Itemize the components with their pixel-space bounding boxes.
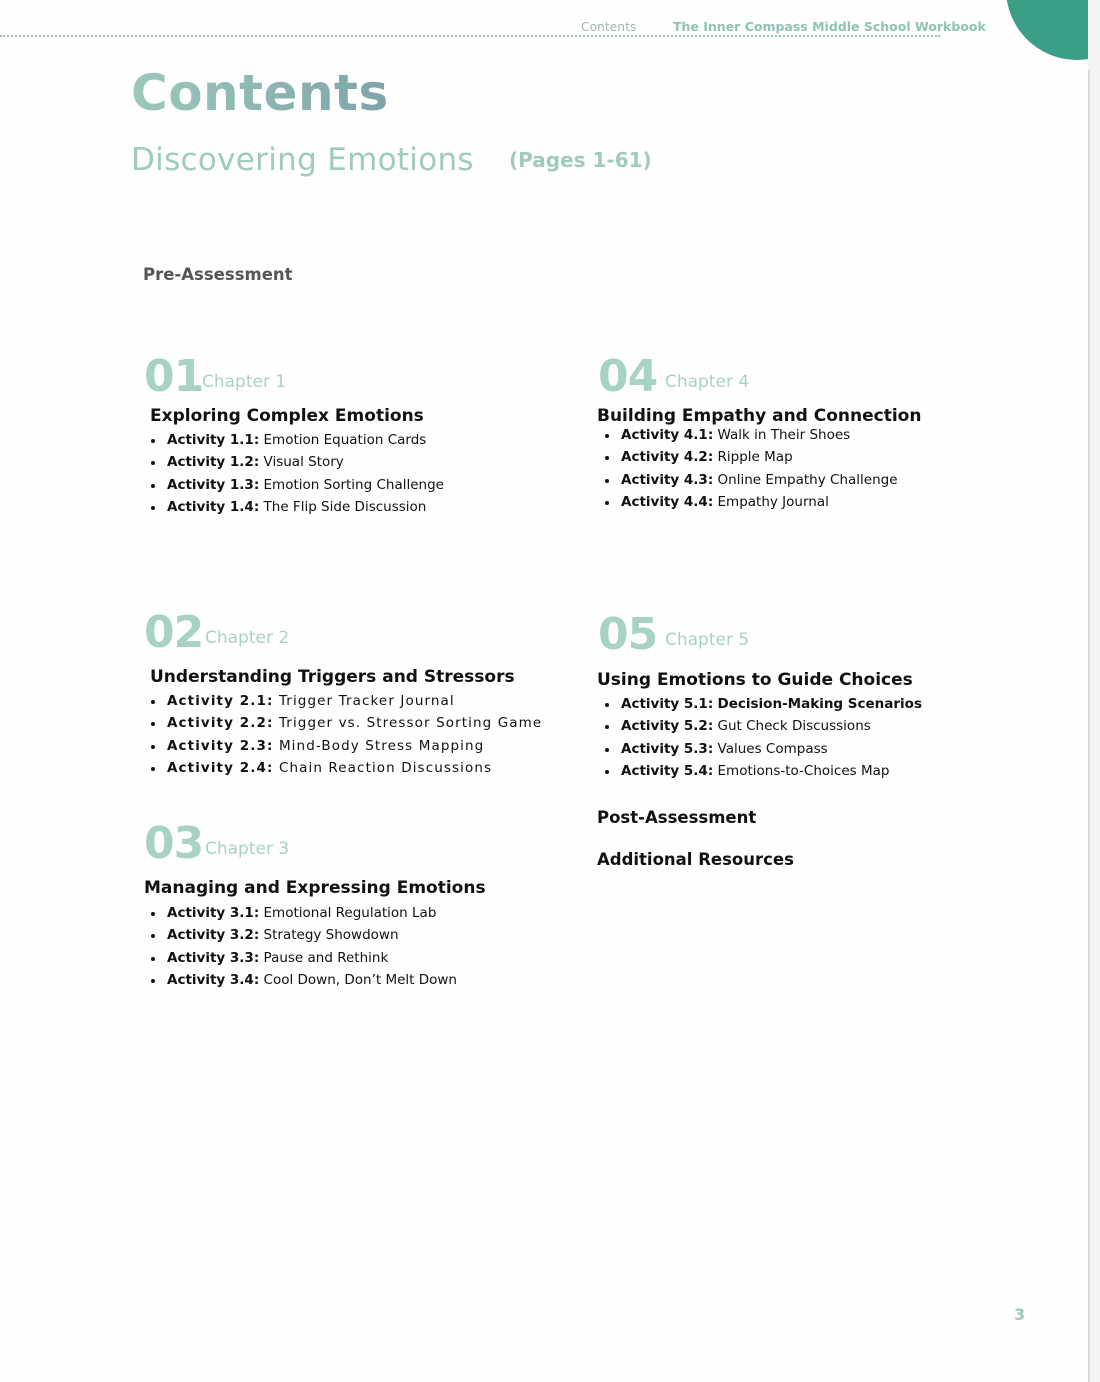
activity-name: Pause and Rethink xyxy=(263,949,389,966)
activity-id: Activity 1.1: xyxy=(167,432,260,448)
activity-name: Emotion Equation Cards xyxy=(263,432,427,448)
activity-item[interactable] xyxy=(605,760,922,782)
activity-name: Mind-Body Stress Mapping xyxy=(278,737,485,754)
chapter-number: 03 xyxy=(144,818,204,869)
activity-id: Activity 4.4: xyxy=(621,493,714,510)
activity-name: Walk in Their Shoes xyxy=(717,427,851,443)
header-book-title: The Inner Compass Middle School Workbook xyxy=(673,19,986,34)
activity-id: Activity 4.1: xyxy=(621,427,714,443)
activity-name: Decision-Making Scenarios xyxy=(717,696,922,712)
chapter-label: Chapter 3 xyxy=(205,839,290,859)
activity-item[interactable] xyxy=(151,735,542,757)
activity-name: Visual Story xyxy=(263,454,344,471)
activity-item[interactable] xyxy=(151,969,457,991)
page-title: Contents xyxy=(131,64,389,122)
activity-id: Activity 2.1: xyxy=(167,693,274,709)
activity-item[interactable] xyxy=(151,902,457,924)
activity-id: Activity 2.4: xyxy=(167,759,274,776)
chapter-title[interactable]: Building Empathy and Connection xyxy=(597,406,922,426)
activity-id: Activity 3.2: xyxy=(167,927,260,944)
activity-name: Gut Check Discussions xyxy=(717,718,871,735)
chapter-title[interactable]: Managing and Expressing Emotions xyxy=(144,878,486,898)
activity-item[interactable] xyxy=(151,757,542,779)
page-number: 3 xyxy=(1014,1305,1026,1324)
activity-item[interactable] xyxy=(151,690,542,712)
activity-name: Chain Reaction Discussions xyxy=(278,759,493,776)
toc-post-assessment[interactable]: Post-Assessment xyxy=(597,808,757,827)
activity-list xyxy=(151,429,444,518)
toc-pre-assessment[interactable]: Pre-Assessment xyxy=(143,265,293,284)
activity-id: Activity 3.3: xyxy=(167,949,260,966)
page-margin xyxy=(1090,0,1100,1382)
activity-item[interactable] xyxy=(605,424,898,446)
activity-id: Activity 1.2: xyxy=(167,454,260,471)
part-pages: (Pages 1-61) xyxy=(509,148,652,172)
activity-name: Emotional Regulation Lab xyxy=(263,905,437,921)
activity-id: Activity 5.1: xyxy=(621,696,714,712)
activity-id: Activity 3.1: xyxy=(167,905,260,921)
activity-id: Activity 5.3: xyxy=(621,740,714,757)
chapter-number: 01 xyxy=(144,351,204,402)
activity-item[interactable] xyxy=(151,712,542,734)
chapter-number: 05 xyxy=(598,609,658,660)
activity-item[interactable] xyxy=(151,924,457,946)
activity-name: Empathy Journal xyxy=(717,493,829,510)
part-title: Discovering Emotions xyxy=(131,142,474,178)
chapter-label: Chapter 1 xyxy=(202,372,287,392)
chapter-title[interactable]: Understanding Triggers and Stressors xyxy=(150,667,515,687)
corner-clip xyxy=(1088,0,1100,70)
activity-item[interactable] xyxy=(605,491,898,513)
activity-list xyxy=(605,693,922,782)
header-section: Contents xyxy=(581,20,637,34)
activity-id: Activity 2.3: xyxy=(167,737,274,754)
activity-item[interactable] xyxy=(605,446,898,468)
activity-name: Strategy Showdown xyxy=(263,927,399,944)
activity-id: Activity 5.4: xyxy=(621,762,714,779)
toc-additional-resources[interactable]: Additional Resources xyxy=(597,850,794,869)
activity-list xyxy=(151,902,457,991)
activity-item[interactable] xyxy=(605,469,898,491)
activity-id: Activity 3.4: xyxy=(167,971,260,988)
chapter-number: 02 xyxy=(144,607,204,658)
activity-item[interactable] xyxy=(605,693,922,715)
activity-name: Ripple Map xyxy=(717,449,793,466)
activity-item[interactable] xyxy=(605,715,922,737)
activity-name: Emotion Sorting Challenge xyxy=(263,476,444,493)
activity-item[interactable] xyxy=(151,496,444,518)
activity-item[interactable] xyxy=(605,738,922,760)
activity-id: Activity 2.2: xyxy=(167,715,274,732)
activity-name: Online Empathy Challenge xyxy=(717,471,898,488)
activity-item[interactable] xyxy=(151,451,444,473)
chapter-number: 04 xyxy=(598,351,658,402)
activity-item[interactable] xyxy=(151,474,444,496)
activity-list xyxy=(151,690,542,779)
activity-name: Trigger vs. Stressor Sorting Game xyxy=(278,715,543,732)
chapter-label: Chapter 2 xyxy=(205,628,290,648)
activity-id: Activity 1.4: xyxy=(167,498,260,515)
activity-id: Activity 5.2: xyxy=(621,718,714,735)
activity-name: Cool Down, Don’t Melt Down xyxy=(263,971,457,988)
activity-id: Activity 4.3: xyxy=(621,471,714,488)
activity-list xyxy=(605,424,898,513)
activity-name: Trigger Tracker Journal xyxy=(278,693,455,709)
chapter-title[interactable]: Using Emotions to Guide Choices xyxy=(597,670,913,690)
activity-id: Activity 4.2: xyxy=(621,449,714,466)
activity-name: Emotions-to-Choices Map xyxy=(717,762,890,779)
activity-item[interactable] xyxy=(151,947,457,969)
chapter-label: Chapter 4 xyxy=(665,372,750,392)
chapter-title[interactable]: Exploring Complex Emotions xyxy=(150,406,424,426)
activity-item[interactable] xyxy=(151,429,444,451)
activity-name: The Flip Side Discussion xyxy=(263,498,427,515)
header-divider xyxy=(0,35,940,37)
activity-name: Values Compass xyxy=(717,740,828,757)
activity-id: Activity 1.3: xyxy=(167,476,260,493)
chapter-label: Chapter 5 xyxy=(665,630,750,650)
